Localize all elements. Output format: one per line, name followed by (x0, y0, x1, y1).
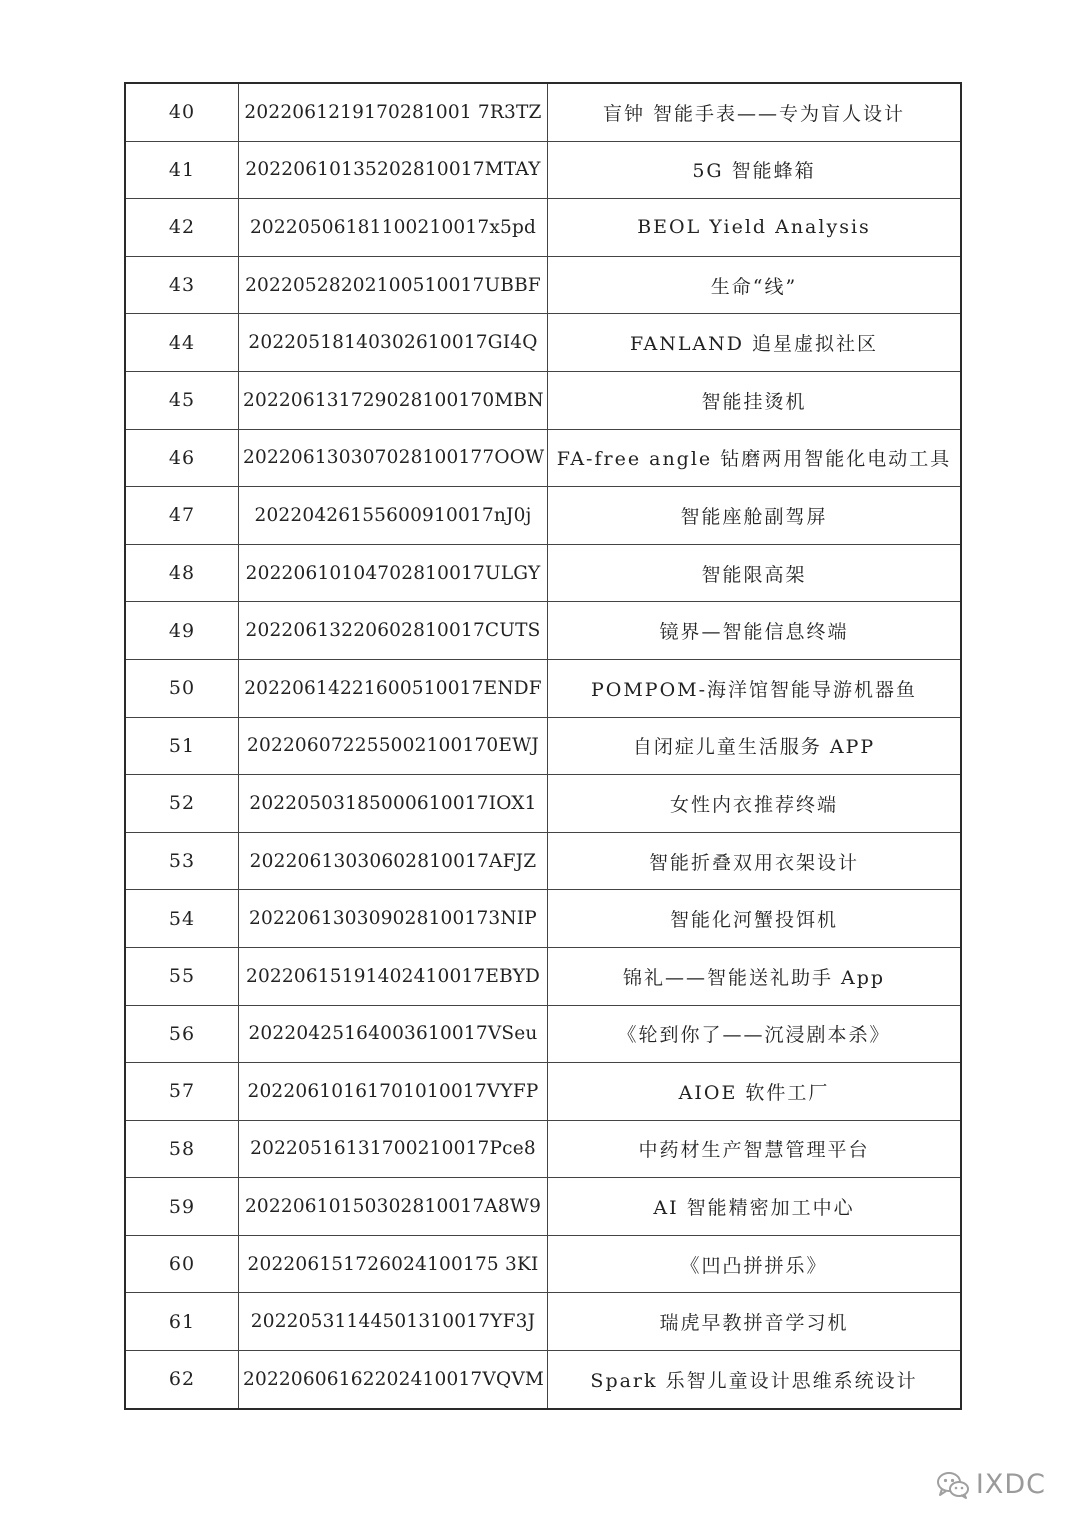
row-name: POMPOM-海洋馆智能导游机器鱼 (548, 659, 961, 717)
table-row (126, 84, 960, 141)
row-number: 62 (126, 1351, 239, 1408)
row-number: 47 (126, 487, 239, 545)
row-name: 《轮到你了——沉浸剧本杀》 (548, 1005, 961, 1063)
row-code: 202206130307028100177OOW (239, 429, 548, 487)
row-number: 54 (126, 890, 239, 948)
row-number: 43 (126, 256, 239, 314)
table-row (126, 487, 960, 545)
row-code: 20220615191402410017EBYD (239, 947, 548, 1005)
watermark-text: IXDC (975, 1469, 1046, 1500)
row-code: 202206151726024100175 3KI (239, 1235, 548, 1293)
table-row (126, 544, 960, 602)
row-name: 5G 智能蜂箱 (548, 141, 961, 199)
row-name: 女性内衣推荐终端 (548, 775, 961, 833)
row-name: Spark 乐智儿童设计思维系统设计 (548, 1351, 961, 1408)
row-number: 51 (126, 717, 239, 775)
table-row (126, 371, 960, 429)
table-row (126, 775, 960, 833)
row-number: 55 (126, 947, 239, 1005)
row-name: 盲钟 智能手表——专为盲人设计 (548, 84, 961, 141)
watermark (936, 1469, 1046, 1500)
table-row (126, 199, 960, 257)
row-code: 202206130309028100173NIP (239, 890, 548, 948)
row-code: 20220503185000610017IOX1 (239, 775, 548, 833)
row-number: 48 (126, 544, 239, 602)
row-name: 锦礼——智能送礼助手 App (548, 947, 961, 1005)
row-number: 46 (126, 429, 239, 487)
results-table (124, 82, 962, 1410)
row-name: AIOE 软件工厂 (548, 1063, 961, 1121)
row-code: 20220606162202410017VQVM (239, 1351, 548, 1408)
table-body (126, 84, 960, 1408)
row-name: 智能折叠双用衣架设计 (548, 832, 961, 890)
table-row (126, 659, 960, 717)
row-name: 中药材生产智慧管理平台 (548, 1120, 961, 1178)
row-code: 20220610150302810017A8W9 (239, 1178, 548, 1236)
row-code: 20220613220602810017CUTS (239, 602, 548, 660)
table-row (126, 1235, 960, 1293)
row-number: 41 (126, 141, 239, 199)
table-row (126, 1351, 960, 1408)
row-number: 56 (126, 1005, 239, 1063)
row-name: 瑞虎早教拼音学习机 (548, 1293, 961, 1351)
row-number: 40 (126, 84, 239, 141)
row-code: 20220531144501310017YF3J (239, 1293, 548, 1351)
row-number: 50 (126, 659, 239, 717)
table-row (126, 141, 960, 199)
row-name: AI 智能精密加工中心 (548, 1178, 961, 1236)
table-row (126, 832, 960, 890)
row-name: 智能座舱副驾屏 (548, 487, 961, 545)
row-code: 20220610135202810017MTAY (239, 141, 548, 199)
row-code: 20220516131700210017Pce8 (239, 1120, 548, 1178)
wechat-icon (936, 1470, 970, 1500)
row-name: 智能挂烫机 (548, 371, 961, 429)
table-row (126, 890, 960, 948)
table-row (126, 947, 960, 1005)
row-code: 20220613030602810017AFJZ (239, 832, 548, 890)
table-row (126, 602, 960, 660)
row-number: 45 (126, 371, 239, 429)
row-code: 20220528202100510017UBBF (239, 256, 548, 314)
table-row (126, 1120, 960, 1178)
table-row (126, 429, 960, 487)
row-code: 20220610161701010017VYFP (239, 1063, 548, 1121)
row-number: 60 (126, 1235, 239, 1293)
row-code: 202206072255002100170EWJ (239, 717, 548, 775)
row-code: 20220506181100210017x5pd (239, 199, 548, 257)
table-row (126, 256, 960, 314)
row-number: 59 (126, 1178, 239, 1236)
row-name: 智能限高架 (548, 544, 961, 602)
row-number: 44 (126, 314, 239, 372)
row-code: 20220518140302610017GI4Q (239, 314, 548, 372)
table-grid (126, 84, 960, 1408)
table-row (126, 1178, 960, 1236)
row-number: 49 (126, 602, 239, 660)
row-number: 52 (126, 775, 239, 833)
row-code: 2022061219170281001 7R3TZ (239, 84, 548, 141)
row-number: 57 (126, 1063, 239, 1121)
row-name: FA-free angle 钻磨两用智能化电动工具 (548, 429, 961, 487)
row-name: 《凹凸拼拼乐》 (548, 1235, 961, 1293)
row-number: 42 (126, 199, 239, 257)
row-code: 20220425164003610017VSeu (239, 1005, 548, 1063)
row-name: 智能化河蟹投饵机 (548, 890, 961, 948)
row-number: 58 (126, 1120, 239, 1178)
row-code: 20220610104702810017ULGY (239, 544, 548, 602)
row-name: BEOL Yield Analysis (548, 199, 961, 257)
row-name: 镜界—智能信息终端 (548, 602, 961, 660)
table-row (126, 1293, 960, 1351)
row-code: 20220614221600510017ENDF (239, 659, 548, 717)
row-name: 生命“线” (548, 256, 961, 314)
table-row (126, 314, 960, 372)
row-number: 53 (126, 832, 239, 890)
table-row (126, 717, 960, 775)
row-number: 61 (126, 1293, 239, 1351)
row-name: FANLAND 追星虚拟社区 (548, 314, 961, 372)
table-row (126, 1063, 960, 1121)
table-row (126, 1005, 960, 1063)
row-name: 自闭症儿童生活服务 APP (548, 717, 961, 775)
row-code: 20220426155600910017nJ0j (239, 487, 548, 545)
row-code: 202206131729028100170MBN (239, 371, 548, 429)
